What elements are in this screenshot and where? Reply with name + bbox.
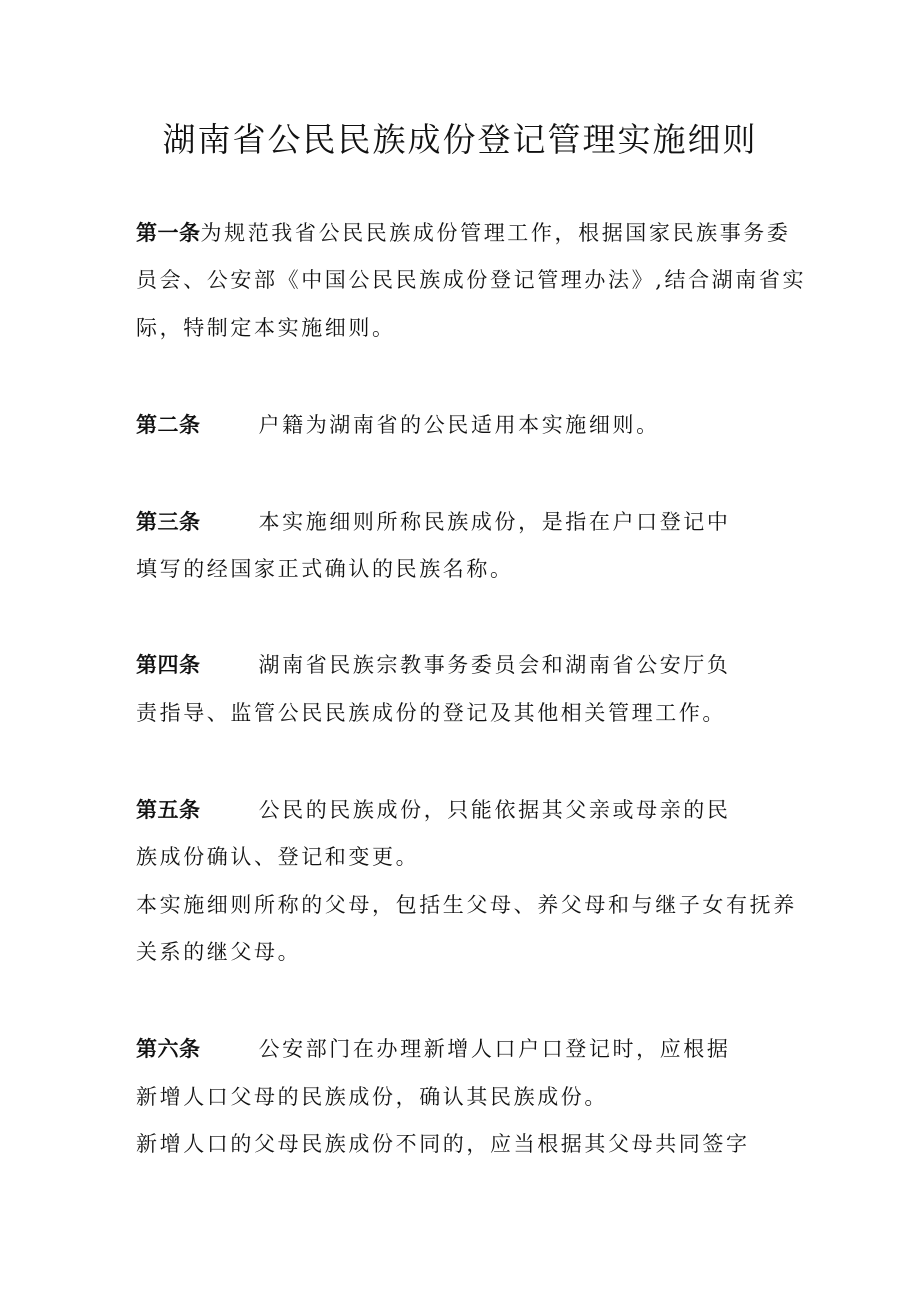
- article-5-line-3: 本实施细则所称的父母，包括生父母、养父母和与继子女有抚养: [136, 893, 797, 917]
- article-1-line-2: 员会、公安部《中国公民民族成份登记管理办法》,结合湖南省实: [136, 268, 807, 292]
- document-title: 湖南省公民民族成份登记管理实施细则: [162, 120, 758, 159]
- article-1-label: 第一条: [136, 221, 201, 245]
- article-6-line-2: 新增人口父母的民族成份，确认其民族成份。: [136, 1085, 608, 1109]
- article-1-text-1: 为规范我省公民民族成份管理工作，根据国家民族事务委: [200, 221, 791, 245]
- article-6-line-3: 新增人口的父母民族成份不同的，应当根据其父母共同签字: [136, 1132, 750, 1156]
- article-4-line-2: 责指导、监管公民民族成份的登记及其他相关管理工作。: [136, 701, 726, 725]
- article-3-line-2: 填写的经国家正式确认的民族名称。: [136, 557, 514, 581]
- article-3-line-1: [136, 507, 731, 537]
- article-6-label: 第六条: [136, 1037, 201, 1061]
- article-6-text-1: 公安部门在办理新增人口户口登记时，应根据: [258, 1037, 731, 1061]
- article-1-line-3: 际，特制定本实施细则。: [136, 316, 396, 340]
- article-3-label: 第三条: [136, 510, 201, 534]
- article-4-text-1: 湖南省民族宗教事务委员会和湖南省公安厅负: [258, 653, 731, 677]
- article-2-text-1: 户籍为湖南省的公民适用本实施细则。: [258, 413, 660, 437]
- article-2-line-1: [136, 410, 660, 440]
- article-2-label: 第二条: [136, 413, 201, 437]
- article-3-text-1: 本实施细则所称民族成份，是指在户口登记中: [258, 510, 731, 534]
- article-5-label: 第五条: [136, 798, 201, 822]
- article-1-line-1: [136, 218, 791, 248]
- article-4-label: 第四条: [136, 653, 201, 677]
- article-6-line-1: [136, 1034, 731, 1064]
- article-5-line-1: [136, 795, 731, 825]
- article-5-line-2: 族成份确认、登记和变更。: [136, 845, 420, 869]
- article-4-line-1: [136, 650, 731, 680]
- article-5-line-4: 关系的继父母。: [136, 940, 302, 964]
- article-5-text-1: 公民的民族成份，只能依据其父亲或母亲的民: [258, 798, 731, 822]
